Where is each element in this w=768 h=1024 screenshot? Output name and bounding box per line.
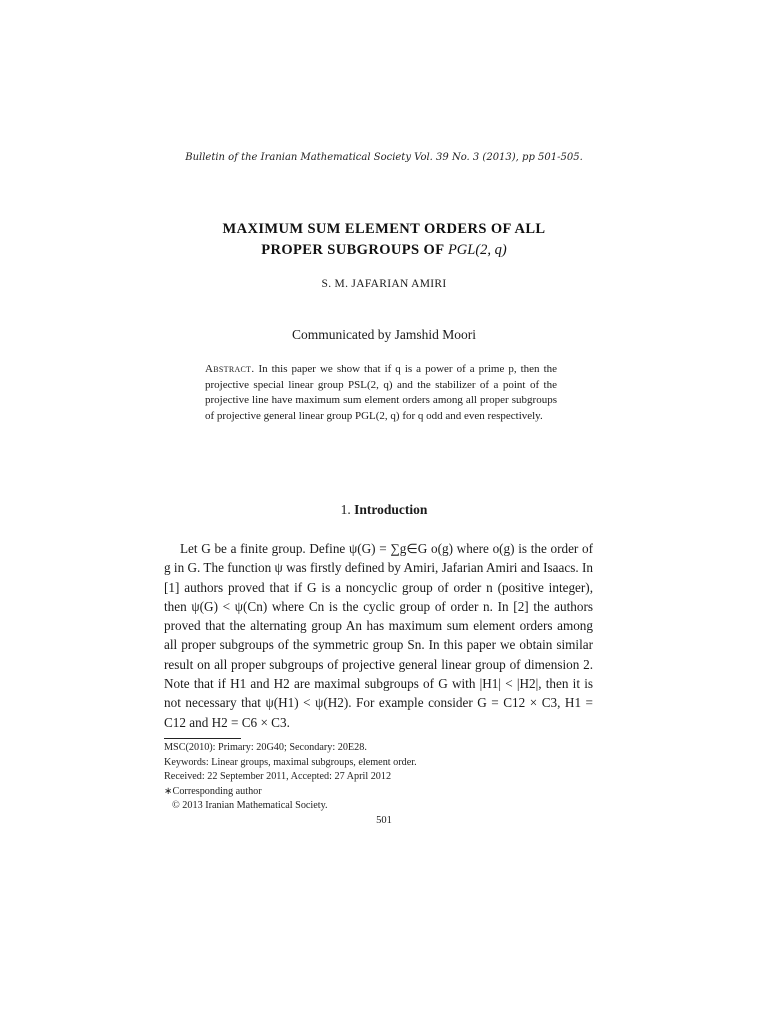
author-name: S. M. JAFARIAN AMIRI [321,278,447,290]
introduction-body [164,539,593,732]
title-math: PGL(2, q) [447,242,507,258]
abstract-text: In this paper we show that if q is a power of a prime p, then the projective special linear group PSL(2, q) and the stabilizer of a point of the projective line have maximum sum element orders among all proper subgroups of projective general linear group PGL(2, q) for q odd and even respectively. [205,363,558,422]
footnote-corresponding: ∗Corresponding author [164,785,262,797]
footnote-msc: MSC(2010): Primary: 20G40; Secondary: 20E28. [164,742,367,753]
footnote-copyright: © 2013 Iranian Mathematical Society. [172,800,328,811]
footnote-keywords: Keywords: Linear groups, maximal subgroups, element order. [164,756,417,768]
page-number: 501 [376,815,392,826]
abstract [205,362,557,424]
running-head: Bulletin of the Iranian Mathematical Society Vol. 39 No. 3 (2013), pp 501-505. [185,152,583,163]
title-line-2 [0,240,768,261]
communicated-by: Communicated by Jamshid Moori [291,327,477,342]
section-heading [0,502,768,518]
introduction-paragraph: Let G be a finite group. Define ψ(G) = ∑g∈G o(g) where o(g) is the order of g in G. The function ψ was firstly defined by Amiri, Jafarian Amiri and Isaacs. In [1] authors proved that if G is a noncyclic group of order n (positive integer), then ψ(G) < ψ(Cn) where Cn is the cyclic group of order n. In [2] the authors proved that the alternating group An has maximum sum element orders among all proper subgroups of the symmetric group Sn. In this paper we obtain similar result on all proper subgroups of projective general linear group of dimension 2. Note that if H1 and H2 are maximal subgroups of G with |H1| < |H2|, then it is not necessary that ψ(H1) < ψ(H2). For example consider G = C12 × C3, H1 = C12 and H2 = C6 × C3. [164,541,593,730]
section-number: 1. [340,502,351,517]
abstract-label: Abstract. [205,363,255,375]
footnotes [164,741,604,814]
section-title: Introduction [354,502,428,517]
title-line-2-text: PROPER SUBGROUPS OF [261,242,444,258]
paper-title [0,219,768,261]
footnote-received: Received: 22 September 2011, Accepted: 27 April 2012 [164,771,392,782]
title-line-1: MAXIMUM SUM ELEMENT ORDERS OF ALL [222,221,546,237]
footnote-rule [164,738,241,739]
